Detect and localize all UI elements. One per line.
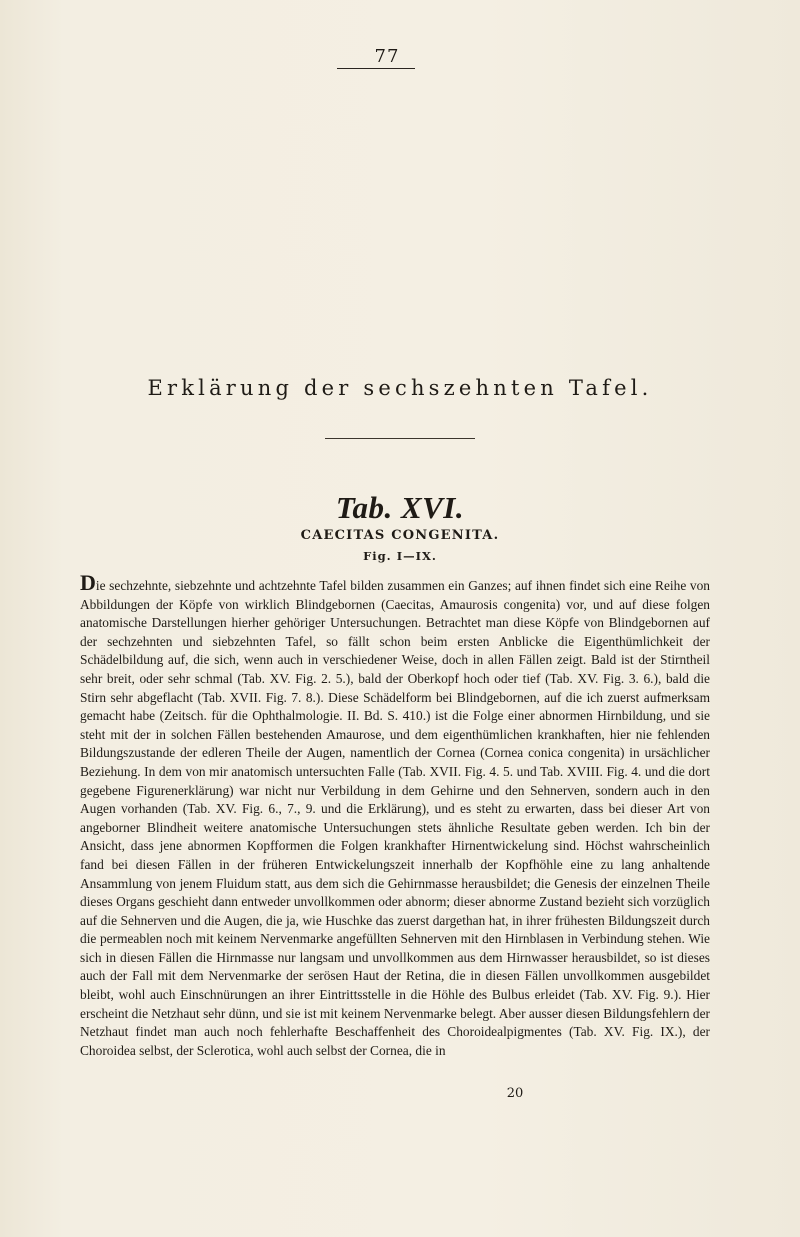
header-rule bbox=[337, 68, 415, 69]
body-paragraph bbox=[80, 570, 710, 1060]
plate-explanation-title: Erklärung der sechszehnten Tafel. bbox=[147, 376, 653, 400]
body-text: ie sechzehnte, siebzehnte und achtzehnte Tafel bilden zusammen ein Ganzes; auf ihnen findet sich eine Reihe von Abbildungen der Köpfe von wirklich Blindgebornen (Caecitas, Amaurosis congenita) vor, und auf diese folgen anatomische Darstellungen hierher gehöriger Untersuchungen. Betrachtet man diese Köpfe von Blindgebornen auf der sechzehnten und siebzehnten Tafel, so fällt schon beim ersten Anblicke die Eigenthümlichkeit der Schädelbildung auf, die sich, wenn auch in verschiedener Weise, doch in allen Fällen zeigt. Bald ist der Stirntheil sehr breit, oder sehr schmal (Tab. XV. Fig. 2. 5.), bald der Oberkopf hoch oder tief (Tab. XV. Fig. 3. 6.), bald die Stirn sehr abgeflacht (Tab. XVII. Fig. 7. 8.). Diese Schädelform bei Blindgebornen, auf die ich zuerst aufmerksam gemacht habe (Zeitsch. für die Ophthalmologie. II. Bd. S. 410.) ist die Folge einer abnormen Hirnbildung, und sie steht mit der in solchen Fällen bestehenden Amaurose, und dem eigenthümlichen krankhaften, hier nie fehlenden Bildungszustande der edleren Theile der Augen, namentlich der Cornea (Cornea conica congenita) in ursächlicher Beziehung. In dem von mir anatomisch untersuchten Falle (Tab. XVII. Fig. 4. 5. und Tab. XVIII. Fig. 4. und die dort gegebene Figurenerklärung) war nicht nur Verbildung in dem Gehirne und den Sehnerven, sondern auch in den Augen vorhanden (Tab. XV. Fig. 6., 7., 9. und die Erklärung), und es steht zu erwarten, dass bei dieser Art von angeborner Blindheit weitere anatomische Untersuchungen stets ähnliche Resultate geben werden. Ich bin der Ansicht, dass jene abnormen Kopfformen die Folgen krankhafter Hirnentwickelung sind. Höchst wahrscheinlich fand bei diesen Fällen in der früheren Entwickelungszeit innerhalb der Kopfhöhle eine zu lang anhaltende Ansammlung von jenem Fluidum statt, aus dem sich die Gehirnmasse herausbildet; die Genesis der einzelnen Theile dieses Organs geschieht dann entweder unvollkommen oder abnorm; dieser abnorme Zustand bezieht sich vorzüglich auf die Sehnerven und die Augen, die ja, wie Huschke das zuerst dargethan hat, in ihrer frühesten Bildungszeit durch die permeablen noch mit keinem Nervenmarke angefüllten Sehnerven mit den Hirnblasen in Verbindung stehen. Wie sich in diesen Fällen die Hirnmasse nur langsam und unvollkommen aus dem Hirnwasser herausbildet, so ist dieses auch der Fall mit dem Nervenmarke der serösen Haut der Retina, die in diesen Fällen unvollkommen ausgebildet bleibt, wohl auch Einschnürungen an ihrer Eintrittsstelle in die Höhle des Bulbus erleidet (Tab. XV. Fig. 9.). Hier erscheint die Netzhaut sehr dünn, und sie ist mit keinem Nervenmarke belegt. Aber ausser diesen Bildungsfehlern der Netzhaut findet man auch noch fehlerhafte Beschaffenheit des Choroidealpigmentes (Tab. XV. Fig. IX.), der Choroidea selbst, der Sclerotica, wohl auch selbst der Cornea, die in bbox=[80, 578, 710, 1058]
tab-heading: Tab. XVI. bbox=[335, 490, 465, 525]
signature-mark: 20 bbox=[506, 1086, 524, 1101]
figures-label: Fig. I—IX. bbox=[363, 549, 437, 563]
page-number: 77 bbox=[374, 46, 400, 67]
drop-initial: D bbox=[80, 570, 96, 595]
title-rule bbox=[325, 438, 475, 439]
subheading: CAECITAS CONGENITA. bbox=[300, 528, 500, 543]
